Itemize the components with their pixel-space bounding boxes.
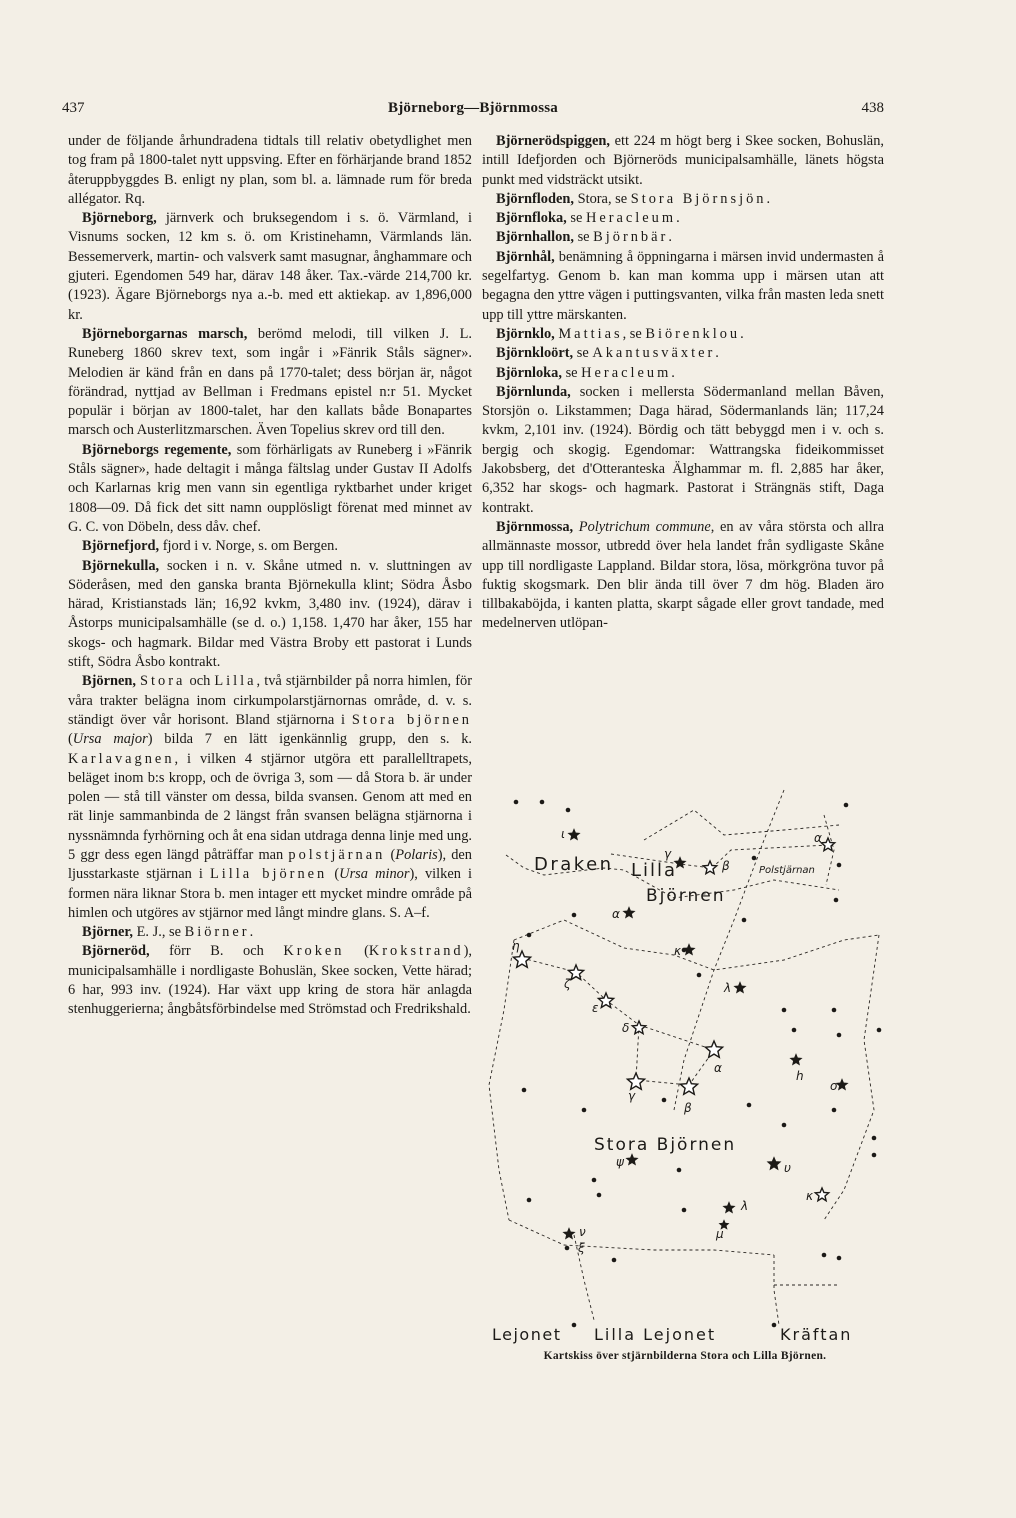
boundary-right-low <box>824 935 879 1220</box>
entry-bjorneborgs-regemente <box>68 441 472 537</box>
headword: Björneborgs regemente, <box>82 441 232 458</box>
star-lambda-draken <box>735 983 745 992</box>
headword: Björneborg, <box>82 210 157 227</box>
star-dot-22 <box>782 1123 787 1128</box>
star-beta <box>680 1078 697 1094</box>
star-dot-0 <box>514 800 519 805</box>
star-letter-alpha_dr: α <box>612 907 620 921</box>
text: . <box>249 924 254 941</box>
star-dot-2 <box>566 808 571 813</box>
star-letter-h: h <box>796 1069 804 1083</box>
headword: Björnfloden, <box>496 190 574 207</box>
star-letter-upsilon: υ <box>784 1161 791 1175</box>
star-letter-eta: η <box>512 939 520 953</box>
star-dot-11 <box>697 973 702 978</box>
star-dot-27 <box>597 1193 602 1198</box>
headword: Björnen, <box>82 673 136 690</box>
text: . <box>671 364 675 381</box>
star-dot-7 <box>742 918 747 923</box>
star-letter-iota: ι <box>561 827 566 841</box>
page-number-left: 437 <box>62 100 85 116</box>
boundary-stora <box>514 920 879 970</box>
star-dot-21 <box>832 1108 837 1113</box>
label-lilla-lejonet: Lilla Lejonet <box>594 1325 717 1344</box>
page-number-right: 438 <box>861 100 884 116</box>
text: . <box>668 229 672 246</box>
star-delta <box>632 1021 645 1034</box>
label-polstjarnan: Polstjärnan <box>759 865 815 876</box>
text: . <box>766 190 771 207</box>
star-draken-alpha <box>624 908 634 917</box>
star-letter-lambda2: λ <box>741 1199 749 1213</box>
spaced-text: Biörner <box>184 924 250 941</box>
entry-bjornhallon <box>482 228 884 247</box>
star-dot-5 <box>837 863 842 868</box>
star-letter-xi: ξ <box>578 1241 585 1255</box>
star-eta <box>513 951 530 967</box>
spaced-text: Karlavagnen <box>68 750 175 767</box>
text: ( <box>327 866 340 883</box>
star-dot-6 <box>834 898 839 903</box>
text: , en av våra största och allra allmännaste mossor, utbredd över hela landet från sydligaste Skåne upp till nordligaste Lappland. Bildar stora, lösa, mörkgröna tuvor på fuktig skogsmark. Den blir ända till över 7 dm hög. Bladen äro tillbakaböjda, i kanten platta, skarpt sågade eller grovt tandade, med medelnerven utlöpan- <box>482 518 884 632</box>
star-dot-15 <box>837 1033 842 1038</box>
star-letter-o: o <box>830 1079 838 1093</box>
star-letter-alpha_um: α <box>814 831 822 845</box>
headword: Björnloka, <box>496 364 562 381</box>
entry-continuation: under de följande århundradena tidtals till relativ obetydlighet men tog fram på 1800-talet nytt uppsving. Efter en förhärjande brand 1852 återuppbyggdes B. enligt ny plan, som bl. a. lämnade rum för breda allégator. Rq. <box>68 133 472 207</box>
italic-text: Ursa major <box>72 731 148 748</box>
headword: Björnhallon, <box>496 229 574 246</box>
entry-bjornklo <box>482 325 884 344</box>
star-letter-gamma: γ <box>628 1089 636 1103</box>
entry-bjornlunda <box>482 383 884 518</box>
headword: Björnmossa, <box>496 518 574 535</box>
star-dot-3 <box>844 803 849 808</box>
text: ) bilda 7 en lätt igenkännlig grupp, den s. k. <box>147 731 472 748</box>
stars <box>513 800 881 1328</box>
star-dot-25 <box>872 1153 877 1158</box>
star-dot-28 <box>527 1198 532 1203</box>
entry-text: järnverk och bruksegendom i s. ö. Värmland, i Visnums socken, 12 km s. ö. om Kristinehamn, Värmlands län. Bessemerverk, martin- och valsverk samt masugnar, ånghammare och gjuteri. Egendomen 549 har, därav 148 åker. Tax.-värde 214,700 kr. (1923). Ägare Björneborgs nya a.-b. med ett aktiekap. av 1,896,000 kr. <box>68 210 472 323</box>
entry-bjorner <box>68 923 472 942</box>
headword: Björnlunda, <box>496 383 571 400</box>
figure-caption: Kartskiss över stjärnbilderna Stora och Lilla Björnen. <box>543 1350 827 1362</box>
star-letter-nu: ν <box>579 1225 586 1239</box>
text: . <box>676 210 680 227</box>
text: ), vilken i formen nära liknar Stora b. men intager ett mycket mindre område på himlen och utgöres av stjärnor med långt mindre glans. S. A–f. <box>68 866 473 921</box>
star-alpha <box>705 1041 722 1057</box>
label-draken: Draken <box>534 854 614 875</box>
text: . <box>715 345 719 362</box>
star-dot-17 <box>522 1088 527 1093</box>
star-dot-19 <box>662 1098 667 1103</box>
entry-bjornfloden <box>482 190 884 209</box>
entry-text: socken i n. v. Skåne utmed n. v. sluttningen av Söderåsen, med den ganska branta Björnekulla klint; Södra Åsbo härad, Kristianstads län; 16,92 kvkm, 3,480 inv. (1924), därav i Åstorps municipalsamhälle (se d. o.) 1,158. 1,470 har åker, 155 har skogs- och hagmark. Bildar med Västra Broby ett pastorat i Lunds stift, Södra Åsbo kontrakt. <box>68 557 472 671</box>
text: , se <box>622 325 646 342</box>
star-letter-mu: μ <box>716 1227 724 1241</box>
spaced-text: Heracleum <box>585 210 677 227</box>
star-letter-epsilon: ε <box>592 1001 599 1015</box>
star-zeta <box>568 965 583 980</box>
star-nu <box>564 1229 574 1238</box>
running-title: Björneborg—Björnmossa <box>387 100 559 116</box>
star-letter-kappa: κ <box>674 944 682 958</box>
entry-bjornkloort <box>482 344 884 363</box>
star-letter-zeta: ζ <box>564 977 571 991</box>
entry-bjornmossa <box>482 518 884 634</box>
entry-text: socken i mellersta Södermanland mellan Båven, Storsjön o. Likstammen; Daga härad, Södermanlands län; 117,24 kvkm, 2,101 inv. (1924). Bördig och tätt bebyggd men i v. och s. bergig och skogig. Egendomar: Wattrangska fideikommisset Jakobsberg, det d'Otteranteska Älghammar m. fl. 2,885 har åker, 6,352 har skogs- och hagmark. Pastorat i Strängnäs stift, Daga kontrakt. <box>482 383 884 516</box>
star-dot-24 <box>677 1168 682 1173</box>
label-bjornen: Björnen <box>646 886 726 906</box>
headword: Björnkloört, <box>496 345 574 362</box>
star-dot-1 <box>540 800 545 805</box>
entry-text: benämning å öppningarna i märsen invid undermasten å segelfartyg. Genom b. kan man komma upp i märsen utan att begagna den yttre vägen i puttingsvanten, vilka från masten leda snett upp till yttre märskanten. <box>482 248 884 323</box>
headword: Björnekulla, <box>82 557 160 574</box>
text: ), municipalsamhälle i nordligaste Bohuslän, Skee socken, Vette härad; 6 har, 993 inv. (1924). Har växt upp kring de stora här anlagda stenhuggerierna; ångbåtsförbindelse med Strömstad och Fredrikshald. <box>68 943 473 1018</box>
bigdipper-handle <box>522 958 639 1025</box>
spaced-text: Stora <box>140 673 186 690</box>
star-dot-34 <box>572 1323 577 1328</box>
label-lejonet: Lejonet <box>492 1325 562 1344</box>
star-draken-iota <box>569 830 579 839</box>
spaced-text: Björnbär <box>593 229 669 246</box>
star-dot-20 <box>747 1103 752 1108</box>
spaced-text: Kroken <box>283 943 345 960</box>
entry-bjorneborgarnas-marsch <box>68 325 472 441</box>
entry-bjorneborg <box>68 209 472 325</box>
spaced-text: Mattias <box>558 325 623 342</box>
text: förr B. och <box>149 943 284 960</box>
headword: Björneröd, <box>82 943 150 960</box>
star-map-svg <box>484 780 886 1348</box>
entry-text: berömd melodi, till vilken J. L. Runeberg 1860 skrev text, som ingår i »Fänrik Ståls sägner». Melodien är känd från en dans på 1770-talet; dess början är, något förändrad, nyttjad av Bellman i Fredmans epistel n:r 51. Mycket populär i början av 1800-talet, har den kallats både Bonapartes marsch och Austerlitzmarschen. Även Topelius skrev ord till den. <box>68 325 472 439</box>
spaced-text: Stora björnen <box>351 711 472 728</box>
headword: Björnefjord, <box>82 538 160 555</box>
spaced-text: Stora Björnsjön <box>630 190 767 207</box>
spaced-text: Krokstrand <box>368 943 464 960</box>
headword: Björner, <box>82 924 134 941</box>
headword: Björnklo, <box>496 325 555 342</box>
entry-bjornerod <box>68 942 472 1019</box>
italic-text: Ursa minor <box>339 866 410 883</box>
star-dot-16 <box>877 1028 882 1033</box>
spaced-text: Lilla björnen <box>210 866 328 883</box>
star-kappa <box>815 1188 828 1201</box>
text: . <box>740 325 744 342</box>
star-psi <box>627 1155 637 1164</box>
entry-bjornerodspiggen <box>482 132 884 190</box>
star-lilla-beta <box>703 861 716 874</box>
star-letter-gamma_um: γ <box>664 847 672 861</box>
headword: Björneborgarnas marsch, <box>82 325 248 342</box>
text: , två stjärnbilder på norra himlen, för våra trakter belägna inom cirkumpolarstjärnornas område, d. v. s. ständigt över vår horisont. Bland stjärnorna i <box>68 673 472 728</box>
text: se <box>573 345 593 362</box>
entry-bjornen <box>68 672 472 923</box>
entry-bjornhal <box>482 248 884 325</box>
bigdipper-bowl <box>636 1025 714 1085</box>
right-column <box>482 132 884 634</box>
spaced-text: Biörenklou <box>645 325 741 342</box>
entry-text: som förhärligats av Runeberg i »Fänrik Ståls sägner», hade deltagit i många fältslag under Gustav II Adolfs och Karlarnas krig men vann sin egentliga ryktbarhet under kriget 1808—09. Då fick det sitt namn oupplösligt förenat med minnet av G. C. von Döbeln, dess dåv. chef. <box>68 441 472 535</box>
text: ( <box>344 943 369 960</box>
star-map <box>484 780 886 1348</box>
headword: Björnfloka, <box>496 210 567 227</box>
spaced-text: Akantusväxter <box>592 345 716 362</box>
spaced-text: Lilla <box>214 673 257 690</box>
star-o <box>837 1080 847 1089</box>
headword: Björnerödspiggen, <box>496 133 610 149</box>
star-polaris <box>821 838 834 851</box>
entry-bjornfloka <box>482 209 884 228</box>
star-dot-9 <box>572 913 577 918</box>
star-dot-33 <box>837 1256 842 1261</box>
spaced-text: Heracleum <box>581 364 672 381</box>
text: ( <box>68 731 73 748</box>
label-kraftan: Kräftan <box>780 1325 853 1344</box>
label-lilla: Lilla <box>631 860 678 881</box>
star-lambda <box>724 1203 734 1212</box>
star-dot-8 <box>682 948 687 953</box>
star-dot-4 <box>752 856 757 861</box>
text: och <box>185 673 215 690</box>
entry-text: ett 224 m högt berg i Skee socken, Bohuslän, intill Idefjorden och Björneröds municipalsamhälle, länets högsta punkt med vidsträckt utsikt. <box>482 133 884 188</box>
star-letter-beta: β <box>684 1101 692 1115</box>
boundary-bottom <box>509 1220 774 1255</box>
entry-bjornefjord <box>68 537 472 556</box>
map-labels <box>492 827 852 1344</box>
italic-text: Polaris <box>395 846 438 863</box>
star-dot-26 <box>592 1178 597 1183</box>
star-dot-32 <box>822 1253 827 1258</box>
text: ( <box>385 846 396 863</box>
text: ), den ljusstarkaste stjärnan i <box>68 846 473 883</box>
italic-text: Polytrichum commune <box>578 518 711 535</box>
left-column <box>68 132 472 1020</box>
star-dot-18 <box>582 1108 587 1113</box>
star-dot-10 <box>527 933 532 938</box>
entry-bjornloka <box>482 364 884 383</box>
star-letter-alpha: α <box>714 1061 722 1075</box>
star-gamma <box>627 1073 644 1089</box>
star-dot-14 <box>792 1028 797 1033</box>
boundary-lilla-top <box>644 810 839 840</box>
star-letter-psi: ψ <box>616 1155 624 1169</box>
star-dot-30 <box>565 1246 570 1251</box>
star-letter-lambda1: λ <box>724 981 732 995</box>
star-letter-beta_um: β <box>722 859 730 873</box>
star-epsilon <box>598 993 613 1008</box>
star-dot-13 <box>832 1008 837 1013</box>
boundary-stora-left <box>489 940 514 1220</box>
spaced-text: polstjärnan <box>288 846 386 863</box>
boundary-kraftan <box>774 1255 779 1325</box>
text: se <box>573 229 594 246</box>
text: , i vilken 4 stjärnor utgöra ett parallelltrapets, beläget inom b:s kropp, och de övriga 3, som — då Stora b. är under polen — stå till vänster om dessa, bilda svansen. Genom att med en rät linje sammanbinda de 2 längst från svansen belägna stjärnorna i nyssnämnda fyrhörning och åt ena sidan utdraga denna linje med ung. 5 ggr dess egen längd påträffar man <box>68 750 472 863</box>
star-dot-29 <box>682 1208 687 1213</box>
headword: Björnhål, <box>496 248 555 265</box>
star-dot-35 <box>772 1323 777 1328</box>
entry-bjornekulla <box>68 557 472 673</box>
text: se <box>566 210 586 227</box>
text: se <box>561 364 582 381</box>
page-header <box>62 100 884 124</box>
label-stora-bjornen: Stora Björnen <box>594 1135 737 1155</box>
star-letter-delta: δ <box>622 1021 630 1035</box>
star-dot-23 <box>872 1136 877 1141</box>
entry-text: fjord i v. Norge, s. om Bergen. <box>159 538 338 555</box>
text: E. J., se <box>133 924 185 941</box>
star-letter-kappa2: κ <box>806 1189 814 1203</box>
star-dot-12 <box>782 1008 787 1013</box>
star-dot-31 <box>612 1258 617 1263</box>
star-h <box>791 1055 801 1064</box>
text: Stora, se <box>573 190 631 207</box>
star-upsilon <box>768 1158 779 1169</box>
